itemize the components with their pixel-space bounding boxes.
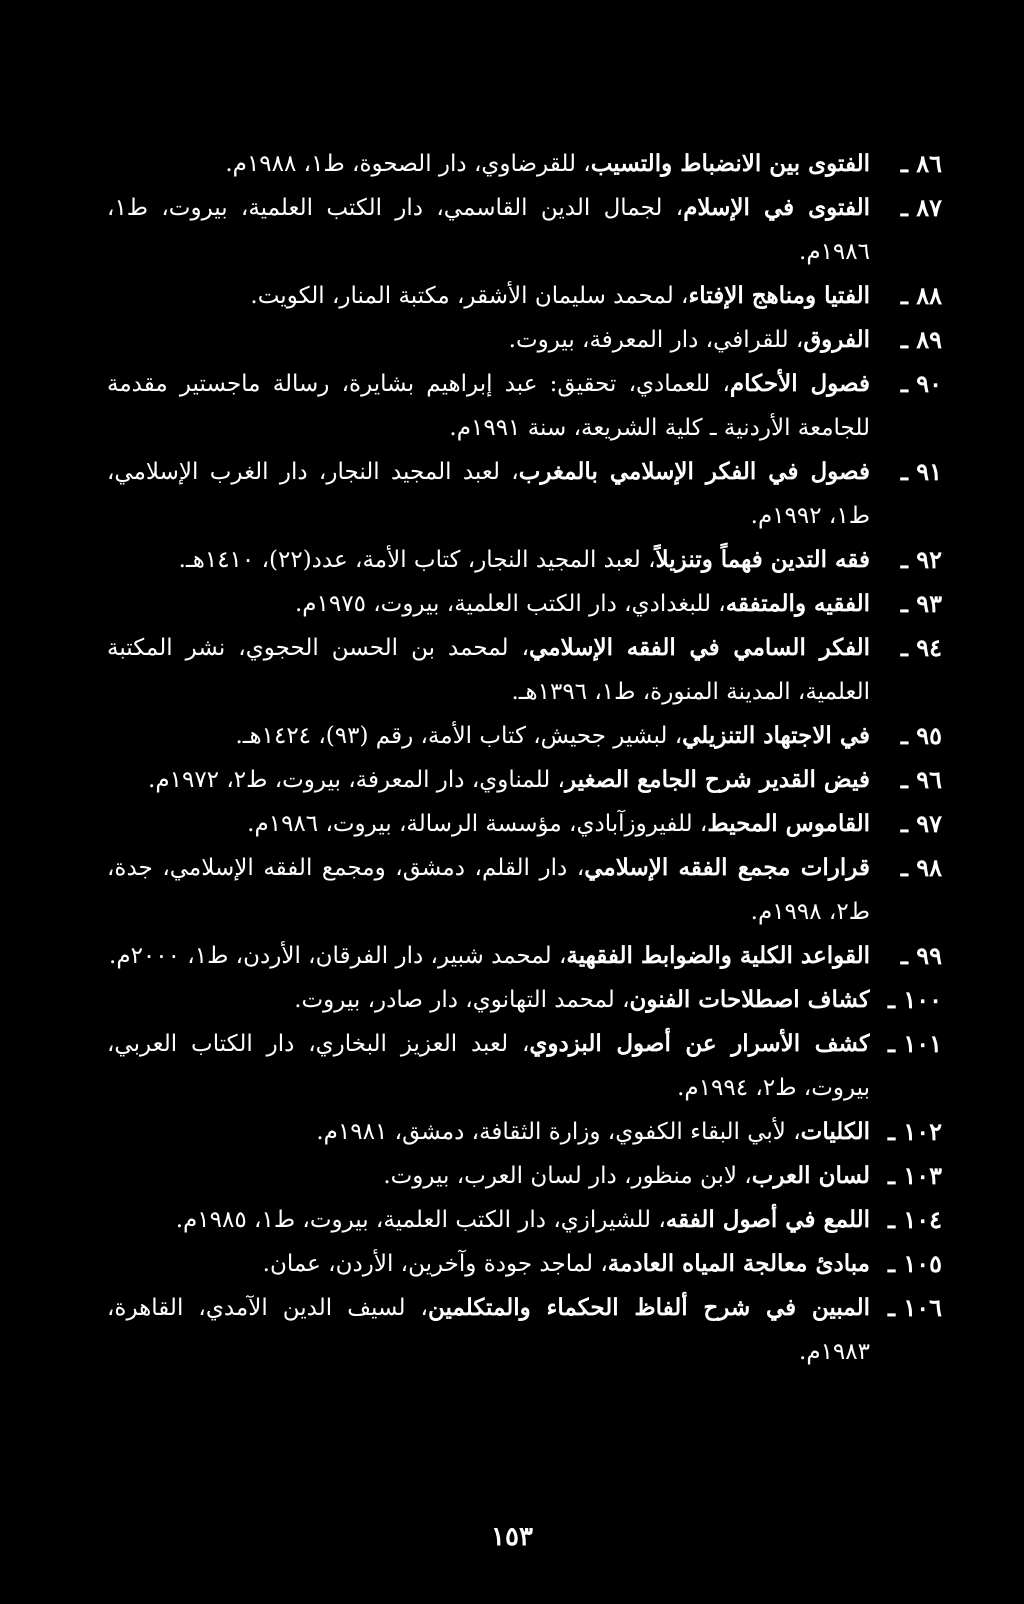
bibliography-entry [107,934,942,978]
entry-details: ، للقرافي، دار المعرفة، بيروت. [508,327,804,353]
entry-details: ، لمحمد التهانوي، دار صادر، بيروت. [294,987,630,1013]
entry-text [107,318,870,362]
entry-title: اللمع في أصول الفقه [665,1206,870,1233]
entry-title: الكليات [800,1118,870,1145]
entry-title: قرارات مجمع الفقه الإسلامي [584,854,870,881]
bibliography-entry [107,758,942,802]
entry-text [107,714,870,758]
entry-details: ، للشيرازي، دار الكتب العلمية، بيروت، ط١، ١٩٨٥م. [175,1207,666,1233]
entry-details: ، للقرضاوي، دار الصحوة، ط١، ١٩٨٨م. [225,151,591,177]
entry-text [107,186,870,274]
entry-number: ٩٠ ـ [900,369,942,398]
entry-text [107,1286,870,1374]
entry-title: المبين في شرح ألفاظ الحكماء والمتكلمين [427,1294,870,1321]
entry-details: ، للمناوي، دار المعرفة، بيروت، ط٢، ١٩٧٢م. [148,767,565,793]
entry-title: الفكر السامي في الفقه الإسلامي [529,634,870,661]
entry-number: ١٠٤ ـ [887,1205,942,1234]
entry-title: فصول في الفكر الإسلامي بالمغرب [518,458,870,485]
entry-details: ، دار القلم، دمشق، ومجمع الفقه الإسلامي، جدة، ط٢، ١٩٩٨م. [107,855,870,925]
entry-number: ٩٤ ـ [900,633,942,662]
entry-details: ، لابن منظور، دار لسان العرب، بيروت. [383,1163,752,1189]
bibliography-entry [107,318,942,362]
entry-title: الفقيه والمتفقه [725,590,870,617]
entry-number: ٩٥ ـ [900,721,942,750]
entry-text [107,362,870,450]
entry-title: مبادئ معالجة المياه العادمة [607,1250,870,1277]
entry-text [107,802,870,846]
entry-details: ، لمحمد شبير، دار الفرقان، الأردن، ط١، ٢٠٠٠م. [109,943,567,969]
entry-text [107,1154,870,1198]
entry-text [107,274,870,318]
entry-text [107,758,870,802]
entry-title: الفروق [803,326,870,353]
entry-number: ١٠١ ـ [887,1029,942,1058]
entry-details: ، لعبد المجيد النجار، دار الغرب الإسلامي، ط١، ١٩٩٢م. [107,459,870,529]
entry-text [107,1022,870,1110]
bibliography-entry [107,1022,942,1110]
entry-details: ، للعمادي، تحقيق: عبد إبراهيم بشايرة، رسالة ماجستير مقدمة للجامعة الأردنية ـ كلية الشريعة، سنة ١٩٩١م. [107,371,870,441]
entry-number: ٨٨ ـ [900,281,942,310]
entry-details: ، لمحمد سليمان الأشقر، مكتبة المنار، الكويت. [250,283,689,309]
entry-title: الفتيا ومناهج الإفتاء [688,282,870,309]
bibliography-entry [107,802,942,846]
bibliography-entry [107,626,942,714]
bibliography-entry [107,582,942,626]
bibliography-entry [107,1242,942,1286]
entry-details: ، للفيروزآبادي، مؤسسة الرسالة، بيروت، ١٩٨٦م. [247,811,708,837]
entry-number: ١٠٥ ـ [887,1249,942,1278]
bibliography-entry [107,978,942,1022]
entry-text [107,142,870,186]
bibliography-entry [107,714,942,758]
entry-text [107,450,870,538]
entry-details: ، لسيف الدين الآمدي، القاهرة، ١٩٨٣م. [107,1295,870,1365]
entry-details: ، لجمال الدين القاسمي، دار الكتب العلمية، بيروت، ط١، ١٩٨٦م. [107,195,870,265]
entry-text [107,538,870,582]
entry-details: ، لعبد العزيز البخاري، دار الكتاب العربي، بيروت، ط٢، ١٩٩٤م. [107,1031,870,1101]
page-number: ١٥٣ [491,1522,533,1552]
entry-details: ، لمحمد بن الحسن الحجوي، نشر المكتبة العلمية، المدينة المنورة، ط١، ١٣٩٦هـ. [107,635,870,705]
bibliography-list [107,142,942,1374]
entry-text [107,1242,870,1286]
bibliography-entry [107,538,942,582]
entry-number: ١٠٠ ـ [887,985,942,1014]
entry-number: ٨٦ ـ [900,149,942,178]
entry-title: فصول الأحكام [729,370,870,397]
entry-title: كشف الأسرار عن أصول البزدوي [529,1030,870,1057]
entry-number: ٩٢ ـ [900,545,942,574]
entry-number: ٩٨ ـ [900,853,942,882]
entry-title: الفتوى في الإسلام [683,194,870,221]
entry-number: ٩٦ ـ [900,765,942,794]
bibliography-entry [107,274,942,318]
entry-title: في الاجتهاد التنزيلي [682,722,870,749]
entry-title: فقه التدين فهماً وتنزيلاً [655,546,870,573]
entry-text [107,1198,870,1242]
bibliography-entry [107,1198,942,1242]
entry-text [107,582,870,626]
entry-text [107,626,870,714]
bibliography-entry [107,362,942,450]
bibliography-entry [107,1154,942,1198]
entry-text [107,846,870,934]
bibliography-entry [107,450,942,538]
entry-title: القاموس المحيط [707,810,870,837]
entry-title: لسان العرب [751,1162,870,1189]
entry-number: ٩٧ ـ [900,809,942,838]
entry-number: ١٠٣ ـ [887,1161,942,1190]
entry-details: ، لعبد المجيد النجار، كتاب الأمة، عدد(٢٢)، ١٤١٠هـ. [178,547,656,573]
bibliography-entry [107,186,942,274]
entry-number: ١٠٢ ـ [887,1117,942,1146]
entry-details: ، لبشير جحيش، كتاب الأمة، رقم (٩٣)، ١٤٢٤هـ. [235,723,683,749]
entry-details: ، لماجد جودة وآخرين، الأردن، عمان. [262,1251,608,1277]
entry-number: ٩٣ ـ [900,589,942,618]
bibliography-entry [107,1110,942,1154]
entry-title: الفتوى بين الانضباط والتسيب [590,150,870,177]
bibliography-entry [107,1286,942,1374]
entry-number: ٩٩ ـ [900,941,942,970]
entry-title: القواعد الكلية والضوابط الفقهية [566,942,870,969]
bibliography-entry [107,846,942,934]
bibliography-entry [107,142,942,186]
entry-details: ، لأبي البقاء الكفوي، وزارة الثقافة، دمشق، ١٩٨١م. [316,1119,801,1145]
entry-number: ٨٩ ـ [900,325,942,354]
entry-number: ١٠٦ ـ [887,1293,942,1322]
entry-title: فيض القدير شرح الجامع الصغير [564,766,870,793]
entry-details: ، للبغدادي، دار الكتب العلمية، بيروت، ١٩٧٥م. [294,591,726,617]
entry-text [107,934,870,978]
entry-title: كشاف اصطلاحات الفنون [629,986,870,1013]
entry-number: ٩١ ـ [900,457,942,486]
entry-text [107,1110,870,1154]
entry-text [107,978,870,1022]
entry-number: ٨٧ ـ [900,193,942,222]
